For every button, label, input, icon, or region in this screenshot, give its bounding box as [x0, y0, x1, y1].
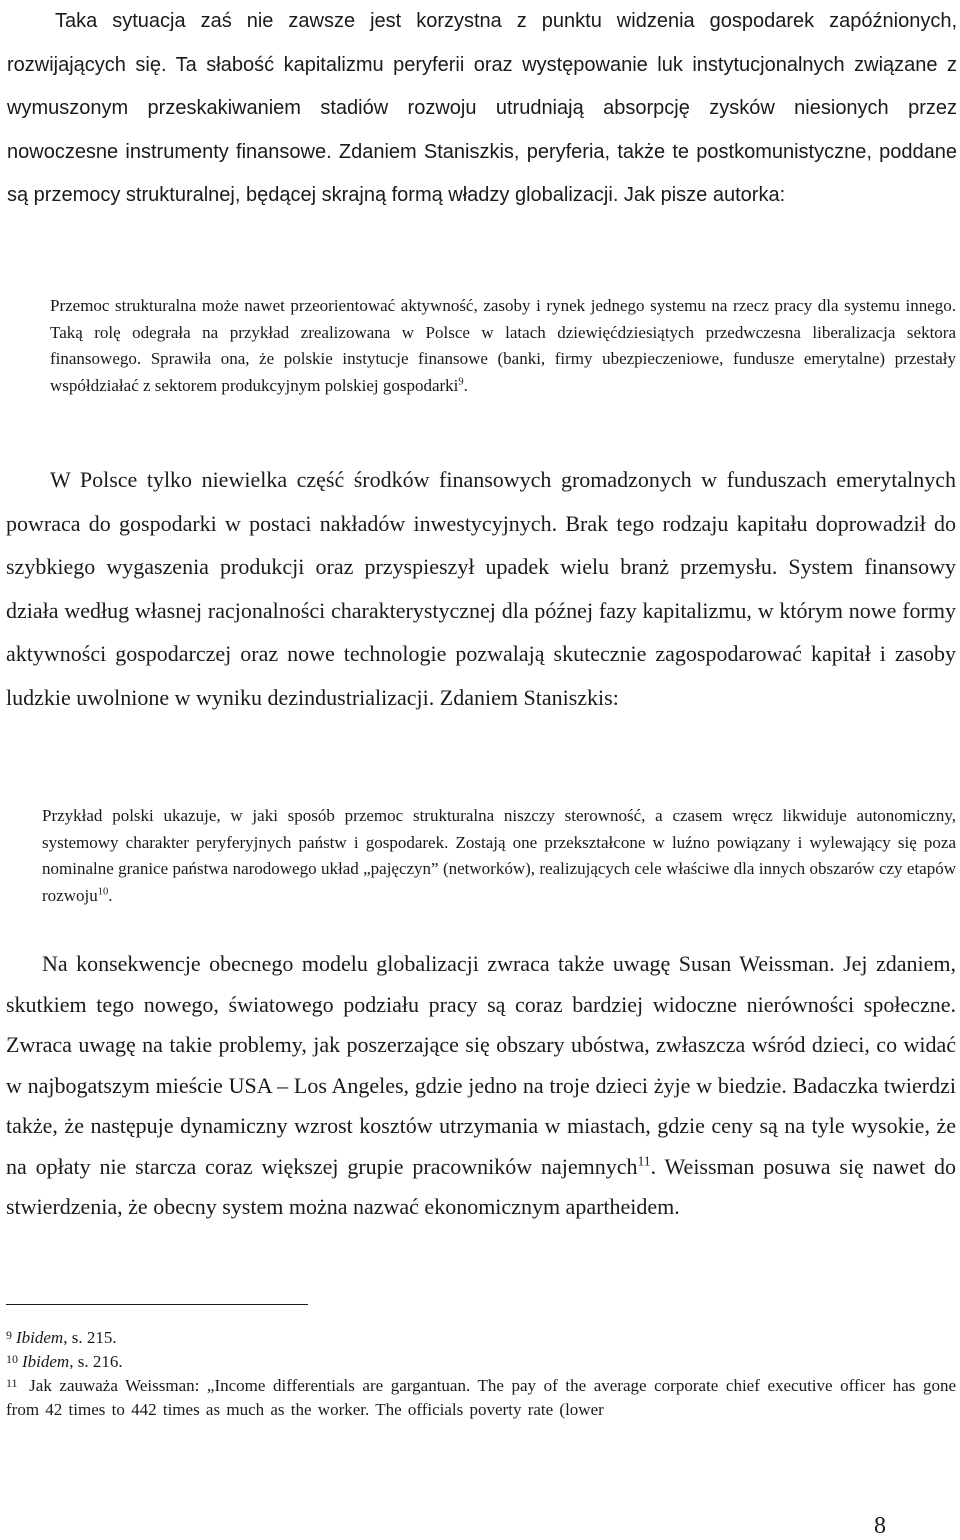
footnote-text: Jak zauważa Weissman: „Income differentials are gargantuan. The pay of the average corporate chief executive officer has gone from 42 times to 442 times as much as the worker. The officials poverty rate (lower — [6, 1376, 957, 1419]
quote-1-end: . — [463, 375, 468, 395]
footnote-mark: 10 — [6, 1352, 18, 1366]
footnote-ibid: Ibidem — [16, 1328, 64, 1347]
footnote-ref-10[interactable]: 10 — [97, 885, 109, 897]
footnote-10 — [6, 1350, 956, 1374]
quote-2-end: . — [108, 885, 113, 905]
footnote-11 — [6, 1374, 956, 1422]
footnotes — [6, 1326, 956, 1422]
page-number: 8 — [874, 1513, 886, 1539]
footnote-text: , s. 215. — [63, 1328, 117, 1347]
block-quote-2 — [42, 803, 956, 909]
quote-1-text: Przemoc strukturalna może nawet przeorientować aktywność, zasoby i rynek jednego systemu na rzecz pracy dla systemu innego. Taką rolę odegrała na przykład zrealizowana w Polsce w latach dziewięćdziesiątych przedwczesna liberalizacja sektora finansowego. Sprawiła ona, że polskie instytucje finansowe (banki, firmy ubezpieczeniowe, fundusze emerytalne) przestały współdziałać z sektorem produkcyjnym polskiej gospodarki — [50, 296, 956, 395]
footnote-mark: 9 — [6, 1328, 12, 1342]
body-paragraph-3 — [6, 944, 956, 1228]
footnote-ref-11[interactable]: 11 — [637, 1153, 651, 1169]
quote-2-text: Przykład polski ukazuje, w jaki sposób przemoc strukturalna niszczy sterowność, a czasem wręcz likwiduje autonomiczny, systemowy charakter peryferyjnych państw i gospodarek. Zostają one przekształcone w luźno powiązany i wylewający się poza nominalne granice państwa narodowego układ „pajęczyn” (networków), realizujących cele właściwe dla innych obszarów czy etapów rozwoju — [42, 806, 956, 905]
body-paragraph-1 — [7, 0, 957, 218]
footnote-mark: 11 — [6, 1376, 18, 1390]
footnote-ibid: Ibidem — [22, 1352, 70, 1371]
footnote-text: , s. 216. — [69, 1352, 123, 1371]
body-paragraph-2 — [6, 458, 956, 720]
footnote-separator — [6, 1304, 308, 1305]
footnote-9 — [6, 1326, 956, 1350]
footnote-ref-9[interactable]: 9 — [458, 375, 464, 387]
paragraph-1-text: Taka sytuacja zaś nie zawsze jest korzystna z punktu widzenia gospodarek zapóźnionych, rozwijających się. Ta słabość kapitalizmu peryferii oraz występowanie luk instytucjonalnych związane z wymuszonym przeskakiwaniem stadiów rozwoju utrudniają absorpcję zysków niesionych przez nowoczesne instrumenty finansowe. Zdaniem Staniszkis, peryferia, także te postkomunistyczne, poddane są przemocy strukturalnej, będącej skrajną formą władzy globalizacji. Jak pisze autorka: — [7, 10, 957, 207]
paragraph-2-text: W Polsce tylko niewielka część środków finansowych gromadzonych w funduszach emerytalnych powraca do gospodarki w postaci nakładów inwestycyjnych. Brak tego rodzaju kapitału doprowadził do szybkiego wygaszenia produkcji oraz przyspieszył upadek wielu branż przemysłu. System finansowy działa według własnej racjonalności charakterystycznej dla późnej fazy kapitalizmu, w którym nowe formy aktywności gospodarczej oraz nowe technologie pozwalają skutecznie zagospodarować kapitał i zasoby ludzkie uwolnione w wyniku dezindustrializacji. Zdaniem Staniszkis: — [6, 467, 956, 710]
block-quote-1 — [50, 293, 956, 399]
paragraph-3-text-b: . Weissman posuwa się nawet do stwierdzenia, że obecny system można nazwać ekonomicznym apartheidem. — [6, 1153, 956, 1219]
paragraph-3-text-a: Na konsekwencje obecnego modelu globalizacji zwraca także uwagę Susan Weissman. Jej zdaniem, skutkiem tego nowego, światowego podziału pracy są coraz bardziej widoczne nierówności społeczne. Zwraca uwagę na takie problemy, jak poszerzające się obszary ubóstwa, zwłaszcza wśród dzieci, co widać w najbogatszym mieście USA – Los Angeles, gdzie jedno na troje dzieci żyje w biedzie. Badaczka twierdzi także, że następuje dynamiczny wzrost kosztów utrzymania w miastach, gdzie ceny są na tyle wysokie, że na opłaty nie starcza coraz większej grupie pracowników najemnych — [6, 951, 956, 1179]
